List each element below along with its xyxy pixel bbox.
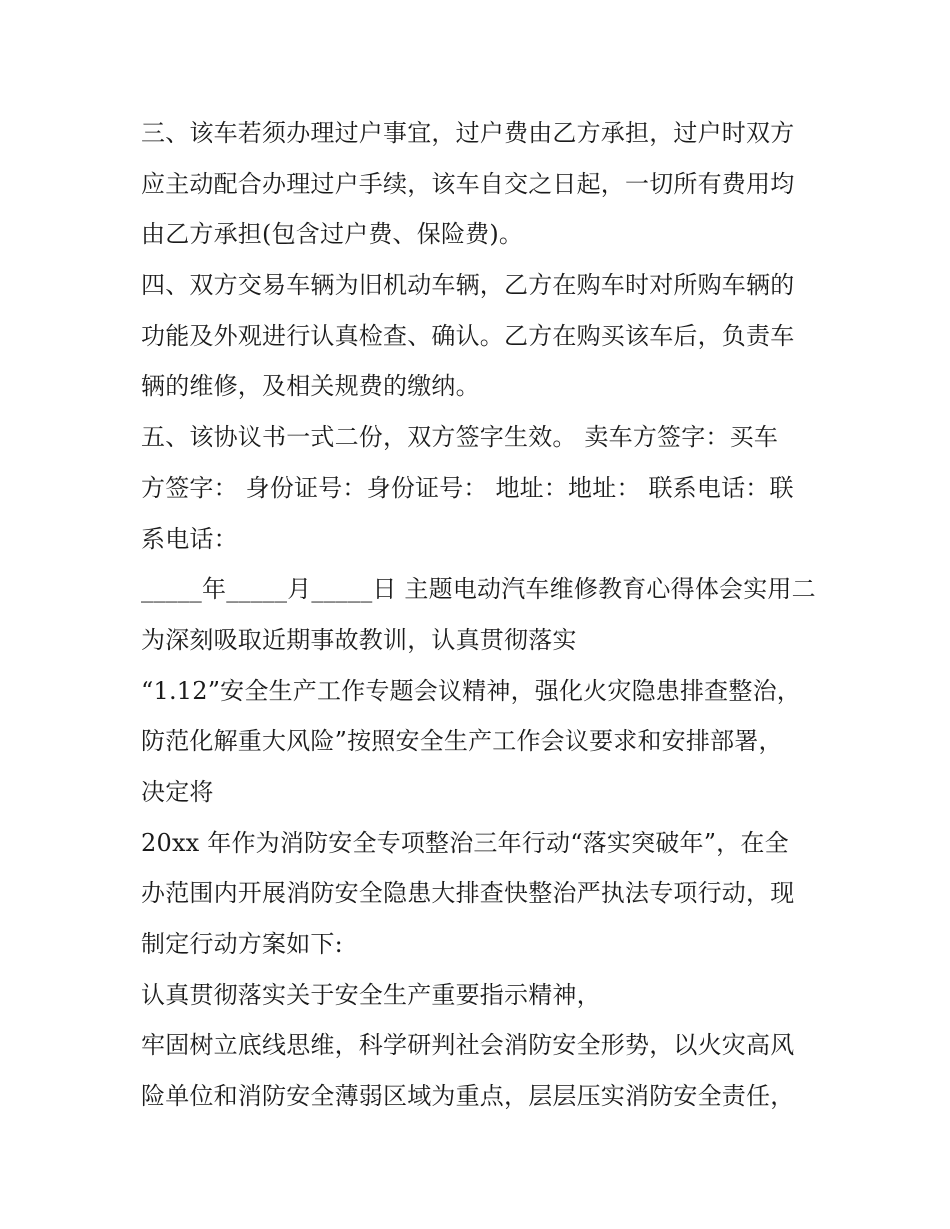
text-line: 功能及外观进行认真检查、确认。乙方在购买该车后，负责车 <box>141 321 795 350</box>
text-line: 认真贯彻落实关于安全生产重要指示精神， <box>141 980 601 1009</box>
text-line: 为深刻吸取近期事故教训，认真贯彻落实 <box>141 625 577 654</box>
text-line: 决定将 <box>141 777 214 806</box>
text-line: 方签字： 身份证号：身份证号： 地址：地址： 联系电话：联 <box>141 473 794 502</box>
text-line: 牢固树立底线思维，科学研判社会消防安全形势，以火灾高风 <box>141 1031 795 1060</box>
text-line: 20xx 年作为消防安全专项整治三年行动“落实突破年”，在全 <box>141 828 789 857</box>
text-line: 系电话： <box>141 524 238 553</box>
text-line: 办范围内开展消防安全隐患大排查快整治严执法专项行动，现 <box>141 879 795 908</box>
text-line: _____年_____月_____日 主题电动汽车维修教育心得体会实用二 <box>141 575 816 604</box>
text-line: 防范化解重大风险”按照安全生产工作会议要求和安排部署， <box>141 727 783 756</box>
text-line: “1.12”安全生产工作专题会议精神，强化火灾隐患排查整治， <box>141 676 801 705</box>
text-line: 四、双方交易车辆为旧机动车辆，乙方在购车时对所购车辆的 <box>141 271 795 300</box>
text-line: 辆的维修，及相关规费的缴纳。 <box>141 372 480 401</box>
text-line: 应主动配合办理过户手续，该车自交之日起，一切所有费用均 <box>141 169 795 198</box>
text-line: 制定行动方案如下: <box>141 930 343 958</box>
document-body <box>141 108 821 1122</box>
text-line: 险单位和消防安全薄弱区域为重点，层层压实消防安全责任， <box>141 1082 795 1111</box>
text-line: 由乙方承担(包含过户费、保险费)。 <box>141 220 524 249</box>
text-line: 三、该车若须办理过户事宜，过户费由乙方承担，过户时双方 <box>141 119 795 147</box>
text-line: 五、该协议书一式二份，双方签字生效。 卖车方签字：买车 <box>141 423 779 452</box>
